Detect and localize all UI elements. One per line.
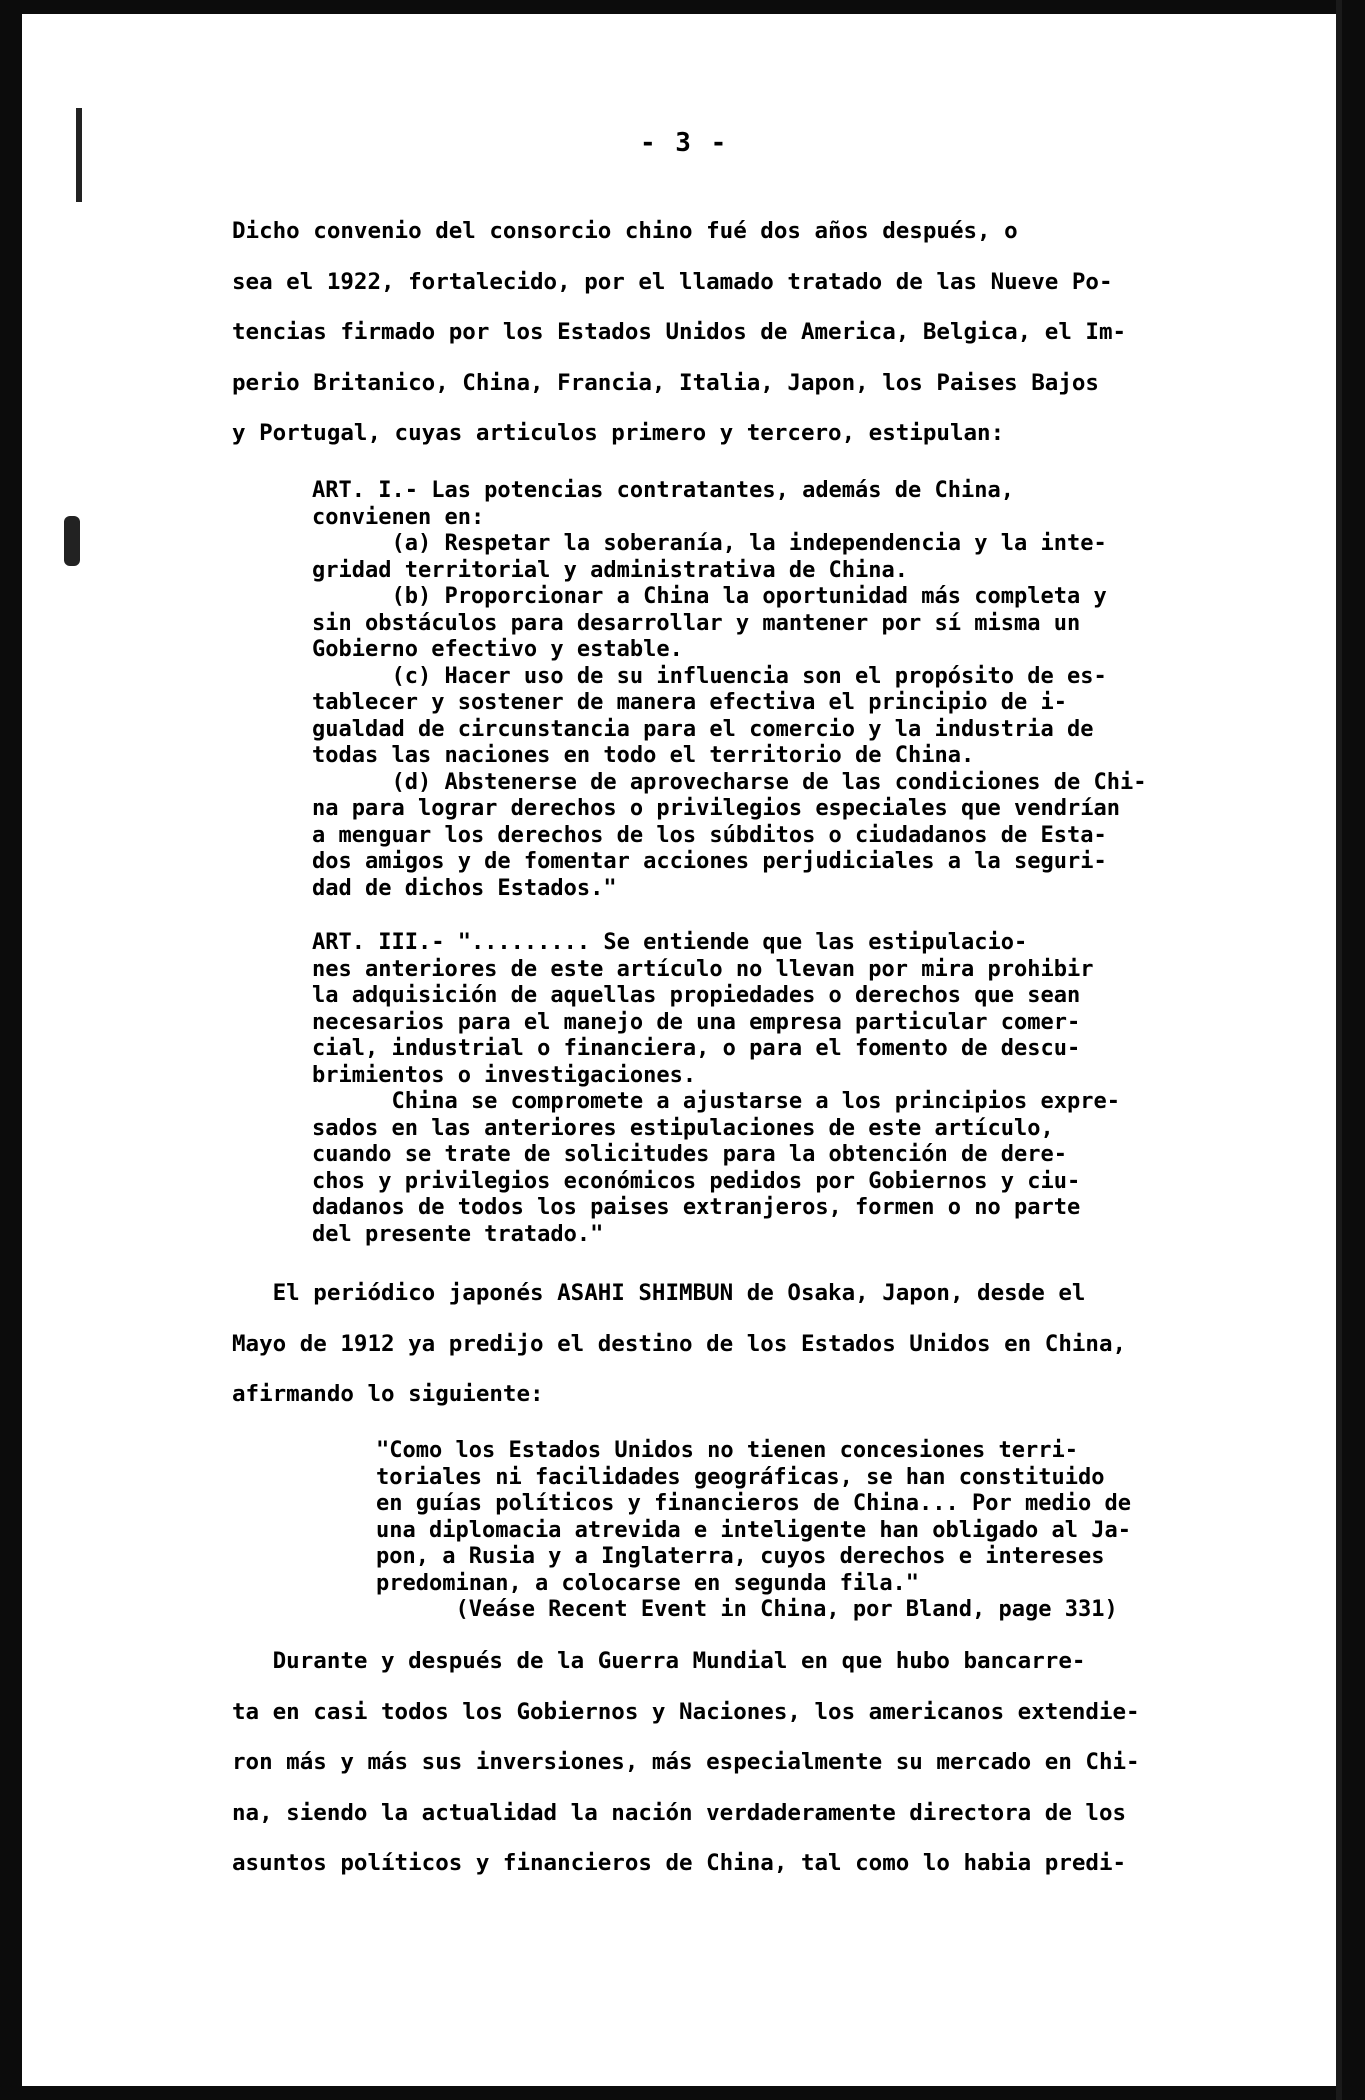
newspaper-quote: "Como los Estados Unidos no tienen concesiones terri- toriales ni facilidades geográficas, se han constituido en guías políticos y financieros de China... Por medio de una diplomacia atrevida e inteligente han obligado al Ja- pon, a Rusia y a Inglaterra, cuyos derechos e intereses predominan, a colocarse en segunda fila." (Veáse Recent Event in China, por Bland, page 331) [376,1438,1131,1622]
closing-paragraph: Durante y después de la Guerra Mundial en que hubo bancarre- ta en casi todos los Gobiernos y Naciones, los americanos extendie- ron más y más sus inversiones, más especialmente su mercado en Chi- na, siendo la actualidad la nación verdaderamente directora de los asuntos políticos y financieros de China, tal como lo habia predi- [232,1648,1140,1876]
asahi-shimbun-paragraph: El periódico japonés ASAHI SHIMBUN de Osaka, Japon, desde el Mayo de 1912 ya predijo el destino de los Estados Unidos en China, afirmando lo siguiente: [232,1280,1127,1407]
article-three-quote: ART. III.- "......... Se entiende que las estipulacio- nes anteriores de este artículo no llevan por mira prohibir la adquisición de aquellas propiedades o derechos que sean necesarios para el manejo de una empresa particular comer- cial, industrial o financiera, o para el fomento de descu- brimientos o investigaciones. China se compromete a ajustarse a los principios expre- sados en las anteriores estipulaciones de este artículo, cuando se trate de solicitudes para la obtención de dere- chos y privilegios económicos pedidos por Gobiernos y ciu- dadanos de todos los paises extranjeros, formen o no parte del presente tratado." [312,930,1120,1247]
intro-paragraph: Dicho convenio del consorcio chino fué dos años después, o sea el 1922, fortalecido, por el llamado tratado de las Nueve Po- tencias firmado por los Estados Unidos de America, Belgica, el Im- perio Britanico, China, Francia, Italia, Japon, los Paises Bajos y Portugal, cuyas articulos primero y tercero, estipulan: [232,218,1127,446]
scan-edge [1336,0,1342,2100]
margin-mark-middle [64,516,80,566]
page-number: - 3 - [640,128,729,158]
margin-mark-top [76,108,82,202]
article-one-quote: ART. I.- Las potencias contratantes, además de China, convienen en: (a) Respetar la soberanía, la independencia y la inte- gridad territorial y administrativa de China. (b) Proporcionar a China la oportunidad más completa y sin obstáculos para desarrollar y mantener por sí misma un Gobierno efectivo y estable. (c) Hacer uso de su influencia son el propósito de es- tablecer y sostener de manera efectiva el principio de i- gualdad de circunstancia para el comercio y la industria de todas las naciones en todo el territorio de China. (d) Abstenerse de aprovecharse de las condiciones de Chi- na para lograr derechos o privilegios especiales que vendrían a menguar los derechos de los súbditos o ciudadanos de Esta- dos amigos y de fomentar acciones perjudiciales a la seguri- dad de dichos Estados." [312,478,1147,901]
